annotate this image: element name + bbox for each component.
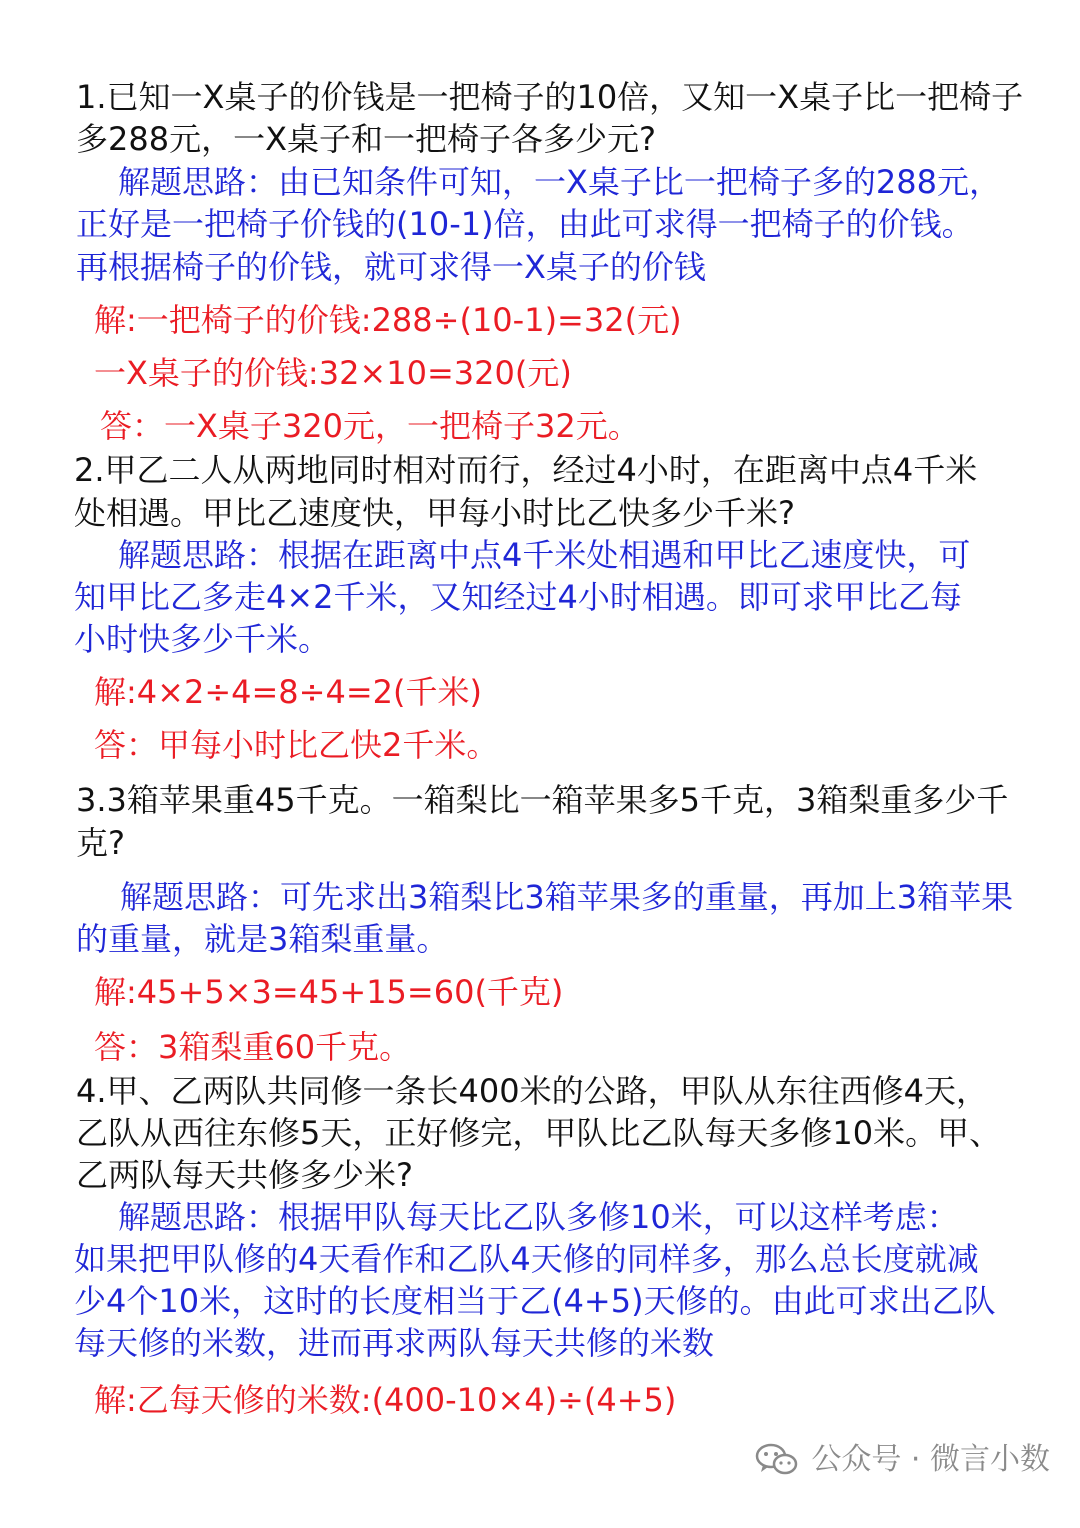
problem-1-answer: 答：一X桌子320元，一把椅子32元。 — [100, 407, 640, 445]
watermark — [755, 1440, 1050, 1480]
problem-2-thinking-line-3: 小时快多少千米。 — [74, 620, 331, 658]
problem-1-question-line-2: 多288元，一X桌子和一把椅子各多少元? — [76, 120, 656, 158]
problem-1-thinking-line-2: 正好是一把椅子价钱的(10-1)倍，由此可求得一把椅子的价钱。 — [76, 205, 974, 243]
problem-4-thinking-line-2: 如果把甲队修的4天看作和乙队4天修的同样多，那么总长度就减 — [74, 1240, 979, 1278]
problem-3-solution-line-1: 解:45+5×3=45+15=60(千克) — [94, 973, 564, 1011]
problem-4-solution-line-1: 解:乙每天修的米数:(400-10×4)÷(4+5) — [94, 1381, 677, 1419]
problem-1-solution-line-2: 一X桌子的价钱:32×10=320(元) — [94, 354, 572, 392]
problem-4-question-line-2: 乙队从西往东修5天，正好修完，甲队比乙队每天多修10米。甲、 — [76, 1114, 1002, 1152]
problem-3-answer: 答：3箱梨重60千克。 — [94, 1028, 412, 1066]
problem-4-thinking-line-1: 解题思路：根据甲队每天比乙队多修10米，可以这样考虑： — [118, 1198, 959, 1236]
problem-3-question-line-1: 3.3箱苹果重45千克。一箱梨比一箱苹果多5千克，3箱梨重多少千 — [76, 781, 1009, 819]
problem-2-answer: 答：甲每小时比乙快2千米。 — [94, 726, 499, 764]
problem-4-question-line-1: 4.甲、乙两队共同修一条长400米的公路，甲队从东往西修4天， — [76, 1072, 988, 1110]
problem-1-solution-line-1: 解:一把椅子的价钱:288÷(10-1)=32(元) — [94, 301, 682, 339]
problem-2-question-line-1: 2.甲乙二人从两地同时相对而行，经过4小时，在距离中点4千米 — [74, 451, 978, 489]
problem-4-thinking-line-3: 少4个10米，这时的长度相当于乙(4+5)天修的。由此可求出乙队 — [74, 1282, 996, 1320]
problem-4-thinking-line-4: 每天修的米数，进而再求两队每天共修的米数 — [74, 1324, 715, 1362]
problem-4-question-line-3: 乙两队每天共修多少米? — [76, 1156, 413, 1194]
problem-2-thinking-line-2: 知甲比乙多走4×2千米，又知经过4小时相遇。即可求甲比乙每 — [74, 578, 962, 616]
problem-1-question-line-1: 1.已知一X桌子的价钱是一把椅子的10倍，又知一X桌子比一把椅子 — [76, 78, 1024, 116]
problem-2-question-line-2: 处相遇。甲比乙速度快，甲每小时比乙快多少千米? — [74, 494, 795, 532]
watermark-text: 公众号 · 微言小数 — [811, 1442, 1050, 1477]
problem-3-thinking-line-2: 的重量，就是3箱梨重量。 — [76, 920, 449, 958]
problem-2-solution-line-1: 解:4×2÷4=8÷4=2(千米) — [94, 673, 482, 711]
problem-1-thinking-line-1: 解题思路：由已知条件可知，一X桌子比一把椅子多的288元， — [118, 163, 1002, 201]
problem-3-question-line-2: 克? — [76, 824, 125, 862]
problem-3-thinking-line-1: 解题思路：可先求出3箱梨比3箱苹果多的重量，再加上3箱苹果 — [120, 878, 1014, 916]
wechat-icon — [755, 1442, 799, 1478]
problem-1-thinking-line-3: 再根据椅子的价钱，就可求得一X桌子的价钱 — [76, 248, 706, 286]
problem-2-thinking-line-1: 解题思路：根据在距离中点4千米处相遇和甲比乙速度快，可 — [118, 536, 971, 574]
